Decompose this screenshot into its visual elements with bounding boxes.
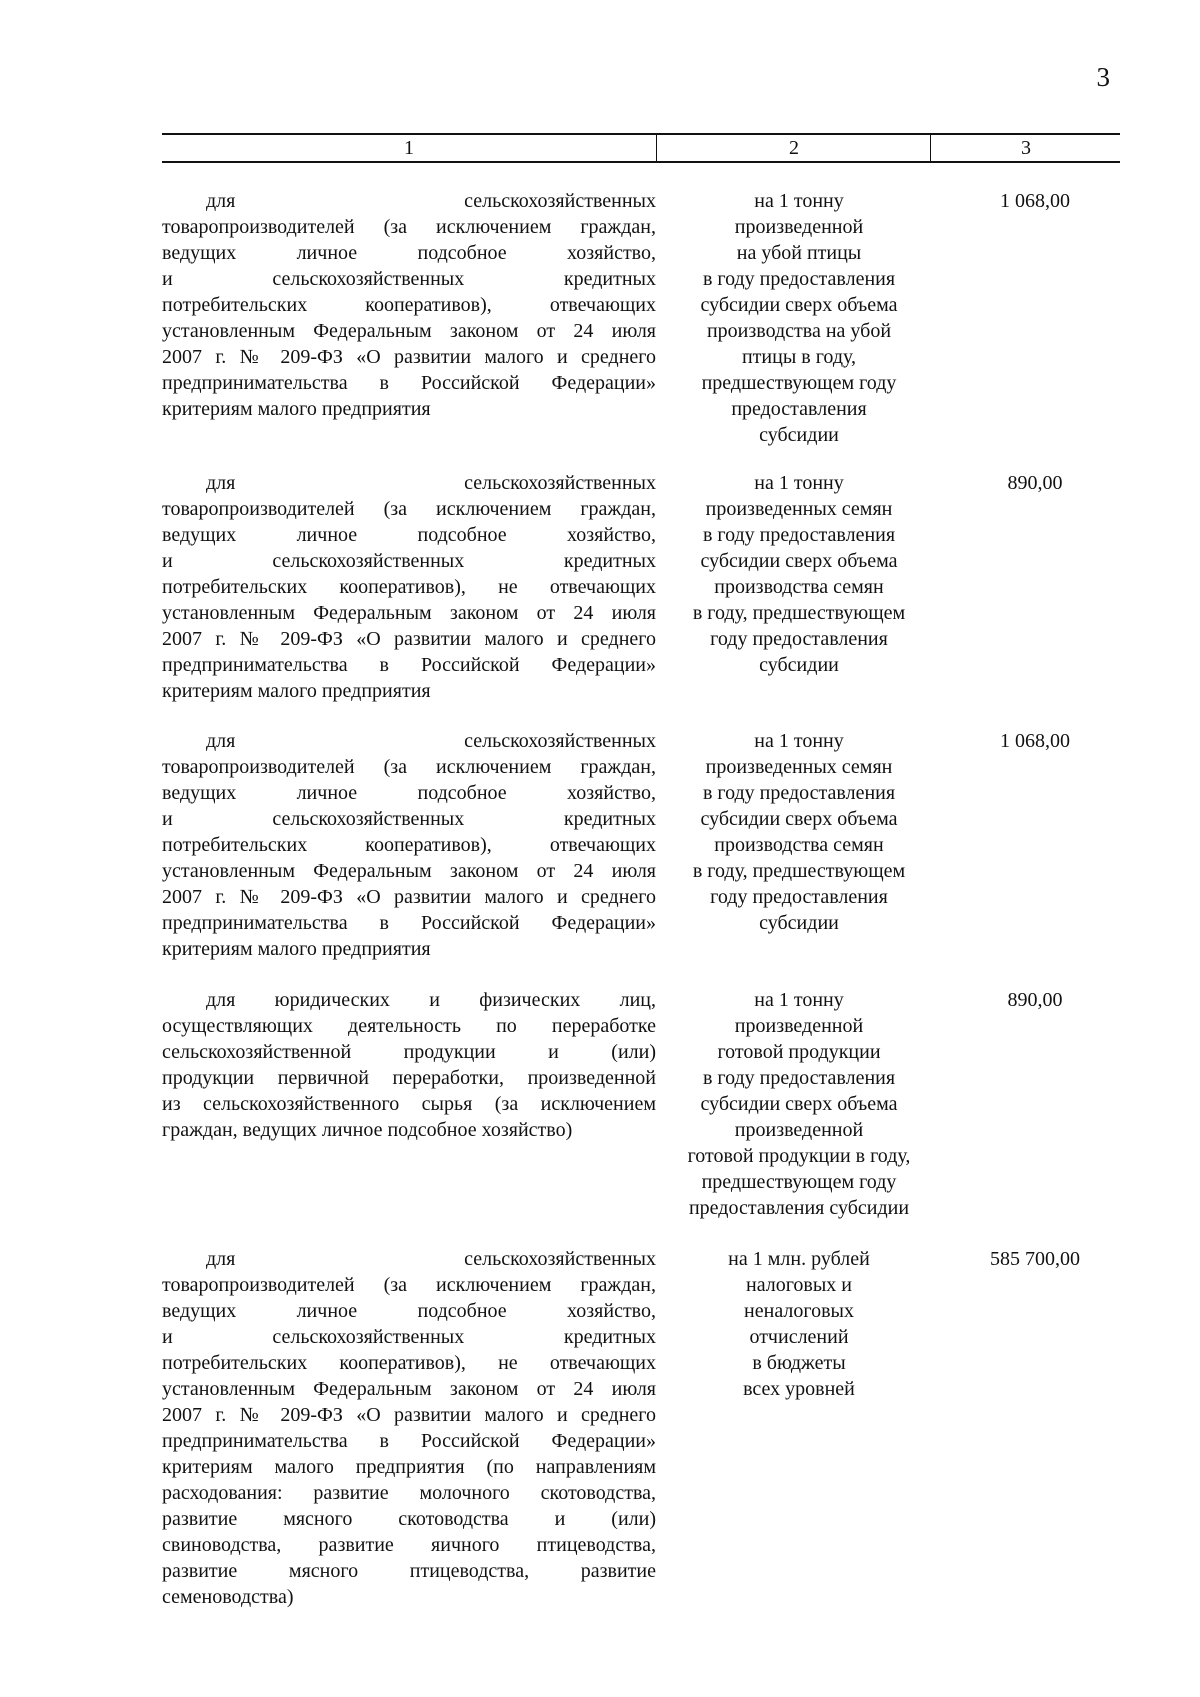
description-line: ведущих личное подсобное хозяйство, xyxy=(162,242,656,264)
description-line: потребительских кооперативов), не отвечающих xyxy=(162,576,656,598)
unit-line: производства на убой xyxy=(706,320,892,342)
unit-line: субсидии xyxy=(759,424,839,446)
unit-line: произведенной xyxy=(734,216,864,238)
unit-line: предшествующем году xyxy=(701,1171,897,1193)
unit-line: на 1 тонну xyxy=(754,190,844,212)
description-line: из сельскохозяйственного сырья (за исключением xyxy=(162,1093,656,1115)
description-line: и сельскохозяйственных кредитных xyxy=(162,550,656,572)
description-line: сельскохозяйственной продукции и (или) xyxy=(162,1041,656,1063)
row-unit xyxy=(668,728,930,936)
row-rate: 1 068,00 xyxy=(1000,190,1070,212)
unit-line: всех уровней xyxy=(743,1378,855,1400)
row-unit xyxy=(668,188,930,448)
description-line: установленным Федеральным законом от 24 июля xyxy=(162,860,656,882)
description-line: потребительских кооперативов), отвечающих xyxy=(162,834,656,856)
unit-line: в году предоставления xyxy=(702,782,896,804)
unit-line: предоставления xyxy=(731,398,867,420)
description-line: критериям малого предприятия xyxy=(162,680,431,702)
unit-line: году предоставления xyxy=(710,886,888,908)
description-line: критериям малого предприятия xyxy=(162,938,431,960)
unit-line: на убой птицы xyxy=(736,242,862,264)
row-unit xyxy=(668,987,930,1221)
description-line: расходования: развитие молочного скотоводства, xyxy=(162,1482,656,1504)
description-line: предпринимательства в Российской Федерации» xyxy=(162,1430,656,1452)
unit-line: производства семян xyxy=(714,576,884,598)
description-line: ведущих личное подсобное хозяйство, xyxy=(162,524,656,546)
unit-line: произведенной xyxy=(734,1015,864,1037)
description-line: 2007 г. № 209-ФЗ «О развитии малого и среднего xyxy=(162,886,656,908)
row-unit xyxy=(668,470,930,678)
unit-line: предшествующем году xyxy=(701,372,897,394)
description-line: свиноводства, развитие яичного птицеводства, xyxy=(162,1534,656,1556)
unit-line: произведенных семян xyxy=(705,756,893,778)
row-description xyxy=(162,987,656,1143)
description-line: предпринимательства в Российской Федерации» xyxy=(162,654,656,676)
description-line: и сельскохозяйственных кредитных xyxy=(162,808,656,830)
description-line: для сельскохозяйственных xyxy=(206,190,656,212)
unit-line: субсидии xyxy=(759,654,839,676)
unit-line: в году предоставления xyxy=(702,1067,896,1089)
page-number: 3 xyxy=(1096,62,1110,92)
description-line: товаропроизводителей (за исключением граждан, xyxy=(162,498,656,520)
description-line: граждан, ведущих личное подсобное хозяйство) xyxy=(162,1119,573,1141)
description-line: потребительских кооперативов), отвечающих xyxy=(162,294,656,316)
unit-line: субсидии сверх объема xyxy=(700,1093,898,1115)
row-rate: 585 700,00 xyxy=(990,1248,1080,1270)
unit-line: готовой продукции в году, xyxy=(687,1145,911,1167)
unit-line: на 1 тонну xyxy=(754,730,844,752)
row-description xyxy=(162,1246,656,1610)
table-header xyxy=(162,133,1120,163)
description-line: и сельскохозяйственных кредитных xyxy=(162,268,656,290)
description-line: семеноводства) xyxy=(162,1586,294,1608)
description-line: 2007 г. № 209-ФЗ «О развитии малого и среднего xyxy=(162,628,656,650)
description-line: товаропроизводителей (за исключением граждан, xyxy=(162,216,656,238)
unit-line: отчислений xyxy=(749,1326,849,1348)
description-line: для юридических и физических лиц, xyxy=(206,989,656,1011)
unit-line: в году предоставления xyxy=(702,524,896,546)
header-col-3: 3 xyxy=(1021,137,1031,159)
description-line: продукции первичной переработки, произведенной xyxy=(162,1067,656,1089)
header-col-2: 2 xyxy=(658,135,931,161)
description-line: ведущих личное подсобное хозяйство, xyxy=(162,1300,656,1322)
unit-line: в бюджеты xyxy=(752,1352,846,1374)
unit-line: субсидии сверх объема xyxy=(700,294,898,316)
description-line: товаропроизводителей (за исключением граждан, xyxy=(162,756,656,778)
unit-line: производства семян xyxy=(714,834,884,856)
unit-line: субсидии сверх объема xyxy=(700,808,898,830)
row-description xyxy=(162,188,656,422)
row-rate: 1 068,00 xyxy=(1000,730,1070,752)
description-line: установленным Федеральным законом от 24 июля xyxy=(162,602,656,624)
unit-line: в году предоставления xyxy=(702,268,896,290)
description-line: установленным Федеральным законом от 24 июля xyxy=(162,1378,656,1400)
description-line: товаропроизводителей (за исключением граждан, xyxy=(162,1274,656,1296)
unit-line: в году, предшествующем xyxy=(692,602,906,624)
unit-line: на 1 тонну xyxy=(754,989,844,1011)
unit-line: субсидии сверх объема xyxy=(700,550,898,572)
unit-line: готовой продукции xyxy=(717,1041,881,1063)
description-line: 2007 г. № 209-ФЗ «О развитии малого и среднего xyxy=(162,346,656,368)
unit-line: налоговых и xyxy=(745,1274,853,1296)
description-line: для сельскохозяйственных xyxy=(206,472,656,494)
unit-line: предоставления субсидии xyxy=(688,1197,910,1219)
unit-line: произведенной xyxy=(734,1119,864,1141)
description-line: для сельскохозяйственных xyxy=(206,1248,656,1270)
row-description xyxy=(162,470,656,704)
description-line: 2007 г. № 209-ФЗ «О развитии малого и среднего xyxy=(162,1404,656,1426)
unit-line: произведенных семян xyxy=(705,498,893,520)
description-line: предпринимательства в Российской Федерации» xyxy=(162,912,656,934)
row-description xyxy=(162,728,656,962)
unit-line: птицы в году, xyxy=(741,346,857,368)
unit-line: в году, предшествующем xyxy=(692,860,906,882)
unit-line: на 1 млн. рублей xyxy=(728,1248,870,1270)
description-line: для сельскохозяйственных xyxy=(206,730,656,752)
row-rate: 890,00 xyxy=(1007,472,1063,494)
description-line: предпринимательства в Российской Федерации» xyxy=(162,372,656,394)
description-line: развитие мясного скотоводства и (или) xyxy=(162,1508,656,1530)
description-line: потребительских кооперативов), не отвечающих xyxy=(162,1352,656,1374)
unit-line: неналоговых xyxy=(744,1300,854,1322)
description-line: критериям малого предприятия (по направлениям xyxy=(162,1456,656,1478)
unit-line: году предоставления xyxy=(710,628,888,650)
header-col-1: 1 xyxy=(162,135,657,161)
description-line: ведущих личное подсобное хозяйство, xyxy=(162,782,656,804)
unit-line: субсидии xyxy=(759,912,839,934)
description-line: осуществляющих деятельность по переработке xyxy=(162,1015,656,1037)
description-line: развитие мясного птицеводства, развитие xyxy=(162,1560,656,1582)
description-line: и сельскохозяйственных кредитных xyxy=(162,1326,656,1348)
row-unit xyxy=(668,1246,930,1402)
description-line: критериям малого предприятия xyxy=(162,398,431,420)
description-line: установленным Федеральным законом от 24 июля xyxy=(162,320,656,342)
unit-line: на 1 тонну xyxy=(754,472,844,494)
row-rate: 890,00 xyxy=(1007,989,1063,1011)
